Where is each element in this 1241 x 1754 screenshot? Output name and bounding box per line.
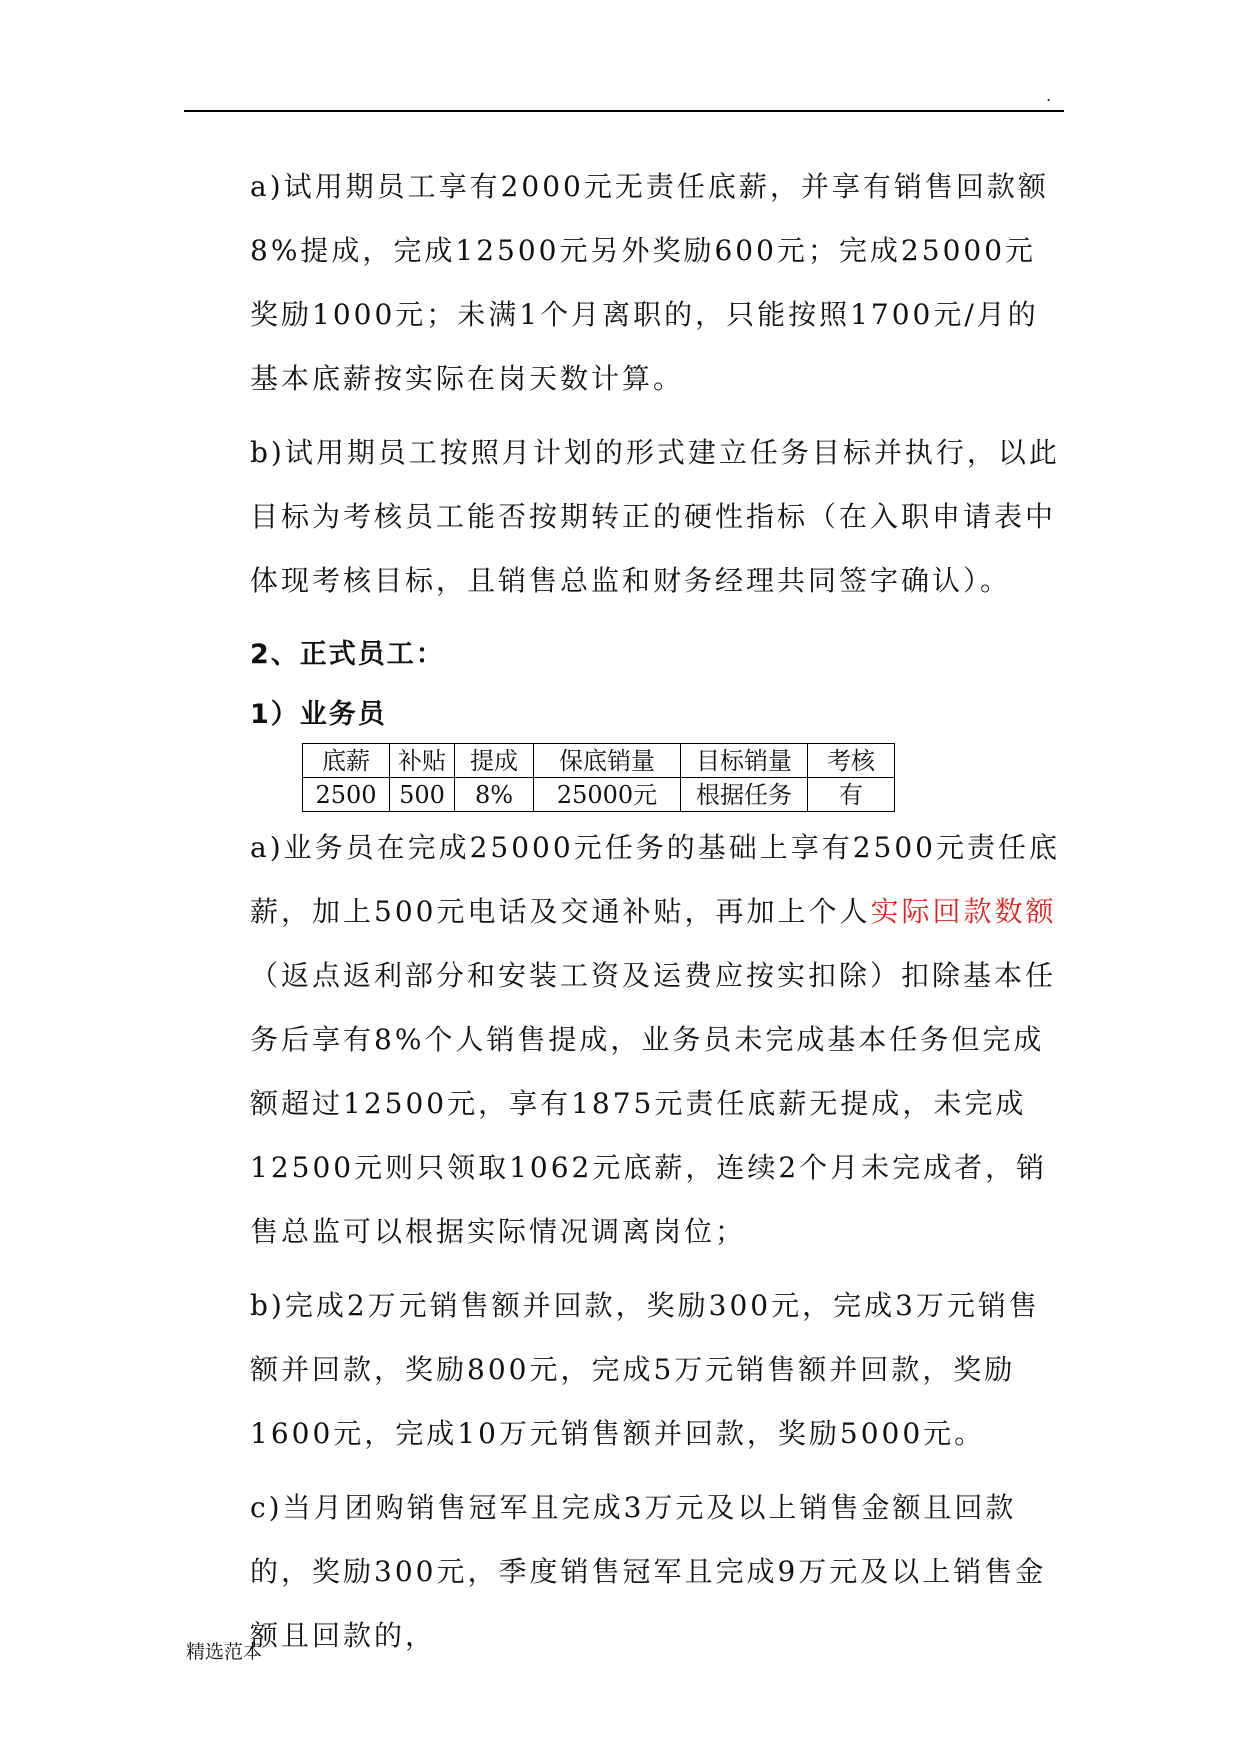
table-row: [303, 778, 895, 812]
header-dot: .: [1046, 86, 1052, 105]
table-header-cell: 目标销量: [681, 744, 808, 778]
table-cell: 有: [808, 778, 895, 812]
table-header-row: [303, 744, 895, 778]
table-header-cell: 补贴: [390, 744, 455, 778]
salesman-a-text-2: （返点返利部分和安装工资及运费应按实扣除）扣除基本任务后享有8%个人销售提成，业务员未完成基本任务但完成额超过12500元，享有1875元责任底薪无提成，未完成12500元则只领取1062元底薪，连续2个月未完成者，销售总监可以根据实际情况调离岗位；: [250, 959, 1057, 1248]
table-header-cell: 保底销量: [534, 744, 681, 778]
salary-table: [302, 743, 895, 812]
document-body: [250, 155, 1060, 1678]
salesman-paragraph-b: b)完成2万元销售额并回款，奖励300元，完成3万元销售额并回款，奖励800元，完成5万元销售额并回款，奖励1600元，完成10万元销售额并回款，奖励5000元。: [250, 1289, 1040, 1450]
salesman-paragraph-c: c)当月团购销售冠军且完成3万元及以上销售金额且回款的，奖励300元，季度销售冠军且完成9万元及以上销售金额且回款的，: [250, 1491, 1047, 1652]
table-header-cell: 底薪: [303, 744, 390, 778]
table-cell: 根据任务: [681, 778, 808, 812]
highlighted-text: 实际回款数额: [870, 895, 1057, 928]
table-cell: 8%: [455, 778, 534, 812]
table-header-cell: 提成: [455, 744, 534, 778]
salesman-a-text-1: a)业务员在完成25000元任务的基础上享有2500元责任底薪，加上500元电话及交通补贴，再加上个人: [250, 831, 1060, 928]
probation-paragraph-b: b)试用期员工按照月计划的形式建立任务目标并执行，以此目标为考核员工能否按期转正的硬性指标（在入职申请表中体现考核目标，且销售总监和财务经理共同签字确认）。: [250, 436, 1060, 597]
table-cell: 500: [390, 778, 455, 812]
probation-paragraph-a: a)试用期员工享有2000元无责任底薪，并享有销售回款额8%提成，完成12500元另外奖励600元；完成25000元奖励1000元；未满1个月离职的，只能按照1700元/月的基本底薪按实际在岗天数计算。: [250, 170, 1049, 395]
footer-label: 精选范本: [186, 1641, 263, 1663]
salesman-heading: 1）业务员: [250, 699, 387, 730]
formal-employee-heading: 2、正式员工：: [250, 639, 445, 670]
table-cell: 25000元: [534, 778, 681, 812]
table-header-cell: 考核: [808, 744, 895, 778]
salesman-paragraph-a: [250, 816, 1060, 1264]
header-rule: [184, 110, 1064, 112]
table-cell: 2500: [303, 778, 390, 812]
